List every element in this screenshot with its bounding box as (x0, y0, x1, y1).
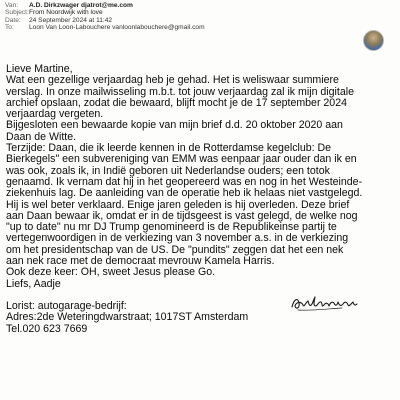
letter-line: Bijgesloten een bewaarde kopie van mijn brief d.d. 20 oktober 2020 aan (6, 119, 343, 132)
letter-line: Liefs, Aadje (6, 277, 61, 290)
letter-line: Terzijde: Daan, die ik leerde kennen in de Rotterdamse kegelclub: De (6, 142, 332, 155)
header-date-value: 24 September 2024 at 11:42 (29, 16, 113, 24)
letter-line: ziekenhuis lag. De aanleiding van de operatie heb ik helaas niet vastgelegd. (6, 187, 363, 200)
letter-line: Bierkegels" een subvereniging van EMM was eenpaar jaar ouder dan ik en (6, 153, 357, 166)
letter-line: was ook, zoals ik, in Indië geboren uit Nederlandse ouders; een totok (6, 164, 330, 177)
header-to-value: Loon Van Loon-Labouchere vanloonlabouchere@gmail.com (29, 24, 205, 32)
header-subject-value: From Noordwijk with love (29, 9, 103, 17)
letter-line: Lieve Martine, (6, 63, 73, 75)
letter-line: Wat een gezellige verjaardag heb je gehad. Het is weliswaar summiere (6, 74, 339, 87)
signature-stroke (292, 297, 357, 308)
letter-line: "up to date" nu mr DJ Trump genomineerd is de Republikeinse partij te (6, 221, 337, 234)
letter-line: Daan de Witte. (6, 130, 77, 143)
header-from-value: A.D. Dirkzwager djatrot@me.com (29, 2, 133, 9)
header-from-row (5, 2, 355, 9)
footer-line: Lorist: autogarage-bedrijf: (6, 299, 127, 312)
letter-line: verslag. In onze mailwisseling m.b.t. tot jouw verjaardag zal ik mijn digitale (6, 85, 354, 98)
letter-line: Ook deze keer: OH, sweet Jesus please Go. (6, 266, 216, 279)
header-to-label: To: (5, 24, 14, 32)
header-subject-label: Subject: (5, 9, 29, 17)
letter-line: vertegenwoordigen in de verkiezing van 3 november a.s. in de verkiezing (6, 232, 349, 245)
letter-line: genaamd. Ik vernam dat hij in het geopereerd was en nog in het Westeinde- (6, 175, 363, 188)
footer-line: Adres:2de Weteringdwarstraat; 1017ST Amsterdam (6, 311, 249, 324)
letter-line: verjaardag vergeten. (6, 108, 104, 121)
signature-underline (298, 308, 342, 310)
header-date-row (5, 17, 355, 24)
footer-line: Tel.020 623 7669 (6, 322, 88, 335)
header-date-label: Date: (5, 16, 21, 24)
sender-avatar[interactable] (363, 30, 384, 51)
header-subject-row (5, 9, 355, 16)
handwritten-signature (290, 293, 358, 313)
letter-line: aan nek race met de democraat mevrouw Kamela Harris. (6, 255, 275, 268)
header-from-label: Van: (5, 2, 19, 9)
email-header (5, 2, 355, 32)
letter-line: archief opslaan, zodat die bewaard, blijft mocht je de 17 september 2024 (6, 96, 347, 109)
header-to-row (5, 24, 355, 31)
letter-line: Hij is wel beter verklaard. Enige jaren geleden is hij overleden. Deze brief (6, 198, 350, 211)
letter-line: aan Daan bewaar ik, omdat er in de tijdsgeest is vast gelegd, de welke nog (6, 209, 358, 222)
letter-line: om het presidentschap van de US. De "pundits" zeggen dat het een nek (6, 243, 344, 256)
